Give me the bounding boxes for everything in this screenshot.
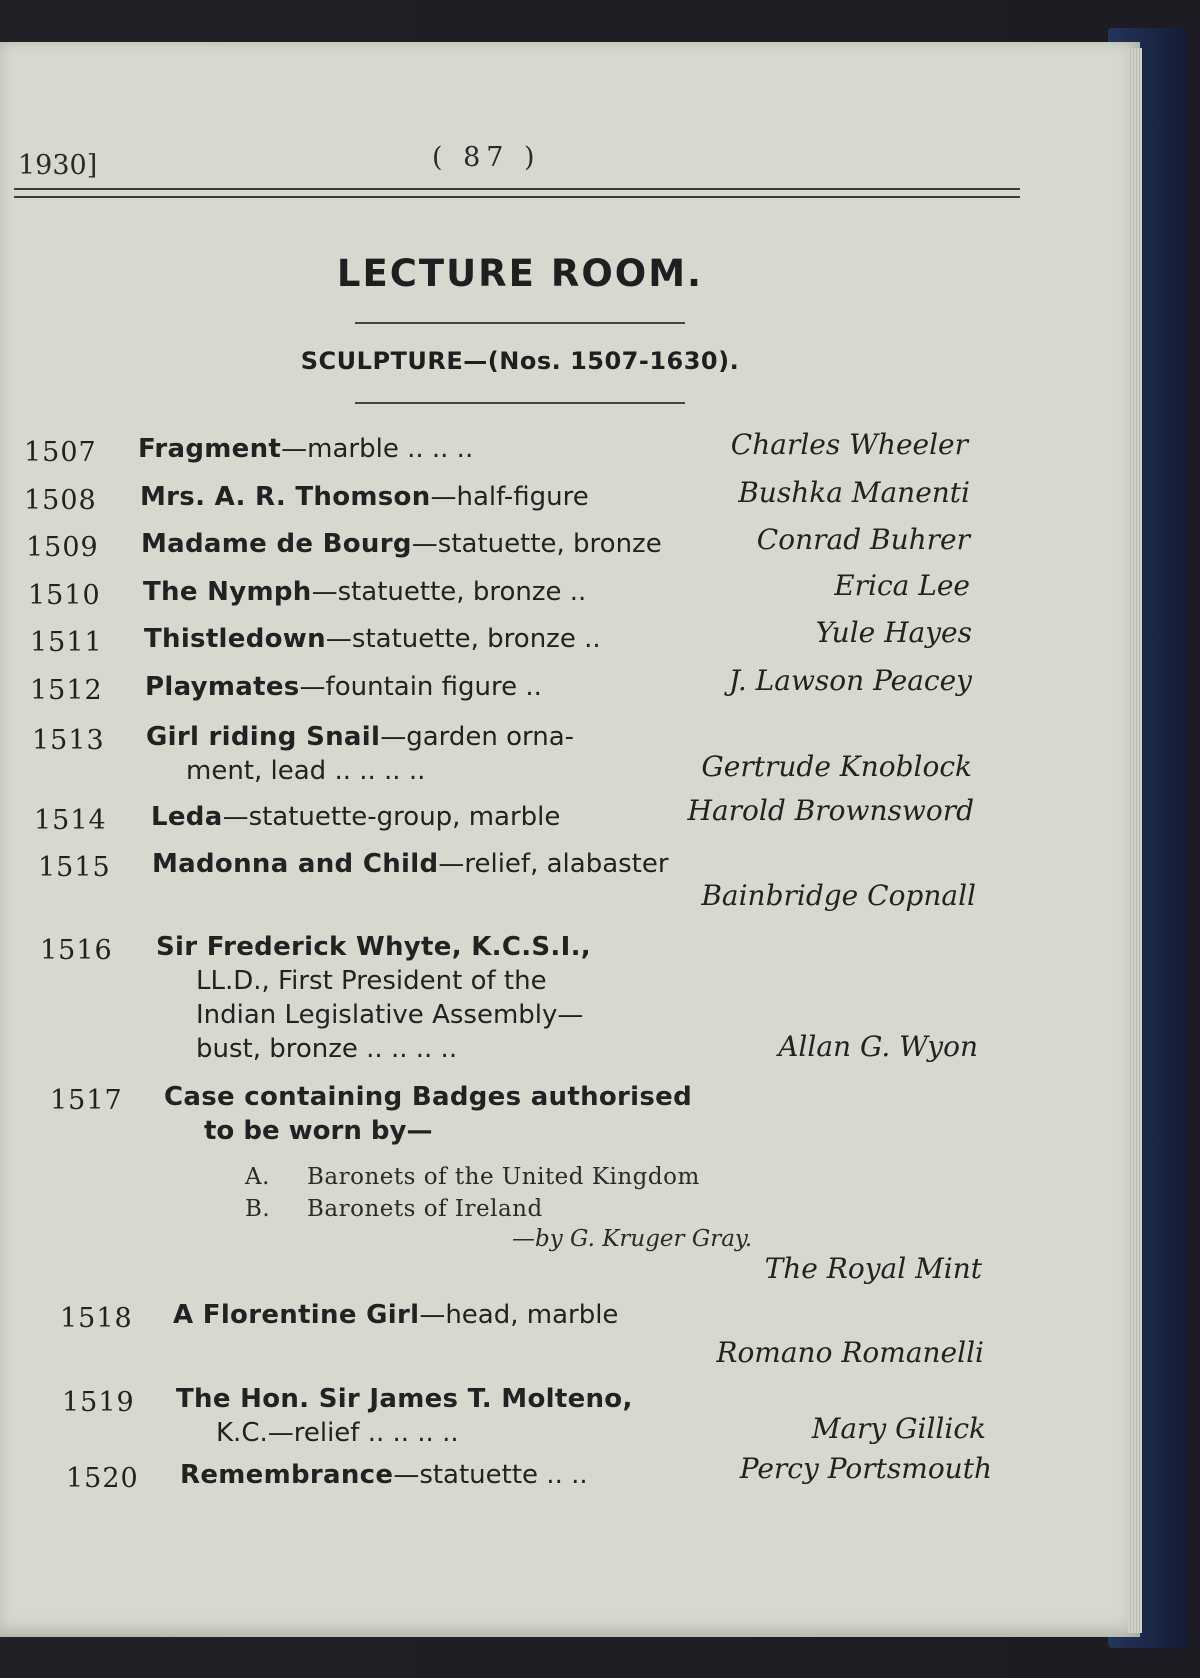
entry-title (173, 1298, 618, 1332)
badge-text: Baronets of Ireland (307, 1196, 543, 1222)
artist-name: Percy Portsmouth (739, 1452, 992, 1485)
entry-number: 1515 (38, 852, 111, 883)
page-stack-edge (1128, 48, 1142, 1633)
room-title: LECTURE ROOM. (336, 252, 704, 295)
entry-title (176, 1382, 633, 1450)
entry-title (145, 670, 542, 704)
work-title: Playmates (145, 672, 300, 702)
entry-number: 1520 (66, 1463, 139, 1494)
entry-number: 1518 (60, 1303, 133, 1334)
artist-name: Harold Brownsword (687, 794, 974, 827)
work-title: Case containing Badges authorised (164, 1082, 693, 1112)
entry-title (151, 800, 560, 834)
divider-rule (355, 402, 685, 404)
entry-number: 1519 (62, 1387, 135, 1418)
entry-continuation: bust, bronze .. .. .. .. (196, 1034, 458, 1064)
entry-title (164, 1080, 692, 1148)
badge-letter: B. (245, 1196, 271, 1222)
entry-title (156, 930, 591, 1066)
work-title: Thistledown (144, 624, 326, 654)
work-description: —head, marble (419, 1300, 619, 1330)
work-title: Girl riding Snail (146, 722, 381, 752)
entry-number: 1514 (34, 805, 107, 836)
artist-name: Yule Hayes (815, 616, 972, 649)
work-description: —fountain figure .. (299, 672, 542, 702)
work-description: —half-figure (430, 482, 589, 512)
artist-name: The Royal Mint (764, 1252, 982, 1285)
entry-continuation: to be worn by— (204, 1116, 433, 1146)
entry-title (143, 575, 586, 609)
entry-continuation: LL.D., First President of the (196, 966, 547, 996)
section-title: SCULPTURE—(Nos. 1507-1630). (300, 347, 740, 375)
badge-item (245, 1160, 700, 1194)
entry-number: 1516 (40, 935, 113, 966)
entry-title (180, 1458, 588, 1492)
work-description: —marble (281, 434, 399, 464)
entry-title (141, 527, 662, 561)
work-title: The Nymph (143, 577, 312, 607)
badge-text: Baronets of the United Kingdom (307, 1164, 700, 1190)
work-title: Leda (151, 802, 223, 832)
artist-name: Gertrude Knoblock (701, 750, 972, 783)
artist-name: Erica Lee (834, 569, 970, 602)
year-label: 1930] (18, 150, 98, 181)
entry-number: 1509 (26, 532, 99, 563)
work-description: —statuette, bronze .. (325, 624, 601, 654)
work-title: Fragment (138, 434, 282, 464)
artist-name: Bainbridge Copnall (701, 879, 976, 912)
entry-title (140, 480, 589, 514)
badge-letter: A. (245, 1164, 270, 1190)
header-double-rule (14, 188, 1020, 198)
artist-name: Charles Wheeler (730, 428, 968, 461)
entry-number: 1510 (28, 580, 101, 611)
artist-name: J. Lawson Peacey (728, 664, 972, 697)
work-description: —relief, alabaster (438, 849, 669, 879)
work-title: Remembrance (180, 1460, 394, 1490)
artist-name: Bushka Manenti (738, 476, 970, 509)
dot-leader: .. .. .. (398, 434, 474, 464)
work-description: —garden orna- (380, 722, 575, 752)
entry-title (138, 432, 473, 466)
entry-title (144, 622, 601, 656)
work-title: A Florentine Girl (173, 1300, 420, 1330)
entry-continuation: Indian Legislative Assembly— (196, 1000, 584, 1030)
work-title: Mrs. A. R. Thomson (140, 482, 431, 512)
designer-credit: —by G. Kruger Gray. (512, 1226, 753, 1252)
entry-continuation: ment, lead .. .. .. .. (186, 756, 426, 786)
badge-item (245, 1192, 543, 1226)
entry-number: 1513 (32, 725, 105, 756)
entry-number: 1512 (30, 675, 103, 706)
entry-number: 1517 (50, 1085, 123, 1116)
artist-name: Mary Gillick (811, 1412, 986, 1445)
artist-name: Romano Romanelli (716, 1336, 984, 1369)
work-description: —statuette, bronze (411, 529, 662, 559)
artist-name: Conrad Buhrer (756, 523, 970, 556)
entry-number: 1507 (24, 437, 97, 468)
entry-number: 1508 (24, 485, 97, 516)
running-head (0, 142, 1020, 182)
work-title: Madonna and Child (152, 849, 439, 879)
entry-number: 1511 (30, 627, 103, 658)
work-title: Sir Frederick Whyte, K.C.S.I., (156, 932, 591, 962)
work-description: —statuette .. .. (393, 1460, 588, 1490)
artist-name: Allan G. Wyon (778, 1030, 978, 1063)
entry-continuation: K.C.—relief .. .. .. .. (216, 1418, 459, 1448)
work-title: Madame de Bourg (141, 529, 412, 559)
entry-title (152, 847, 669, 881)
divider-rule (355, 322, 685, 324)
work-description: —statuette, bronze .. (311, 577, 587, 607)
entry-title (146, 720, 574, 788)
work-title: The Hon. Sir James T. Molteno, (176, 1384, 633, 1414)
work-description: —statuette-group, marble (222, 802, 561, 832)
page-number: ( 87 ) (432, 142, 541, 173)
